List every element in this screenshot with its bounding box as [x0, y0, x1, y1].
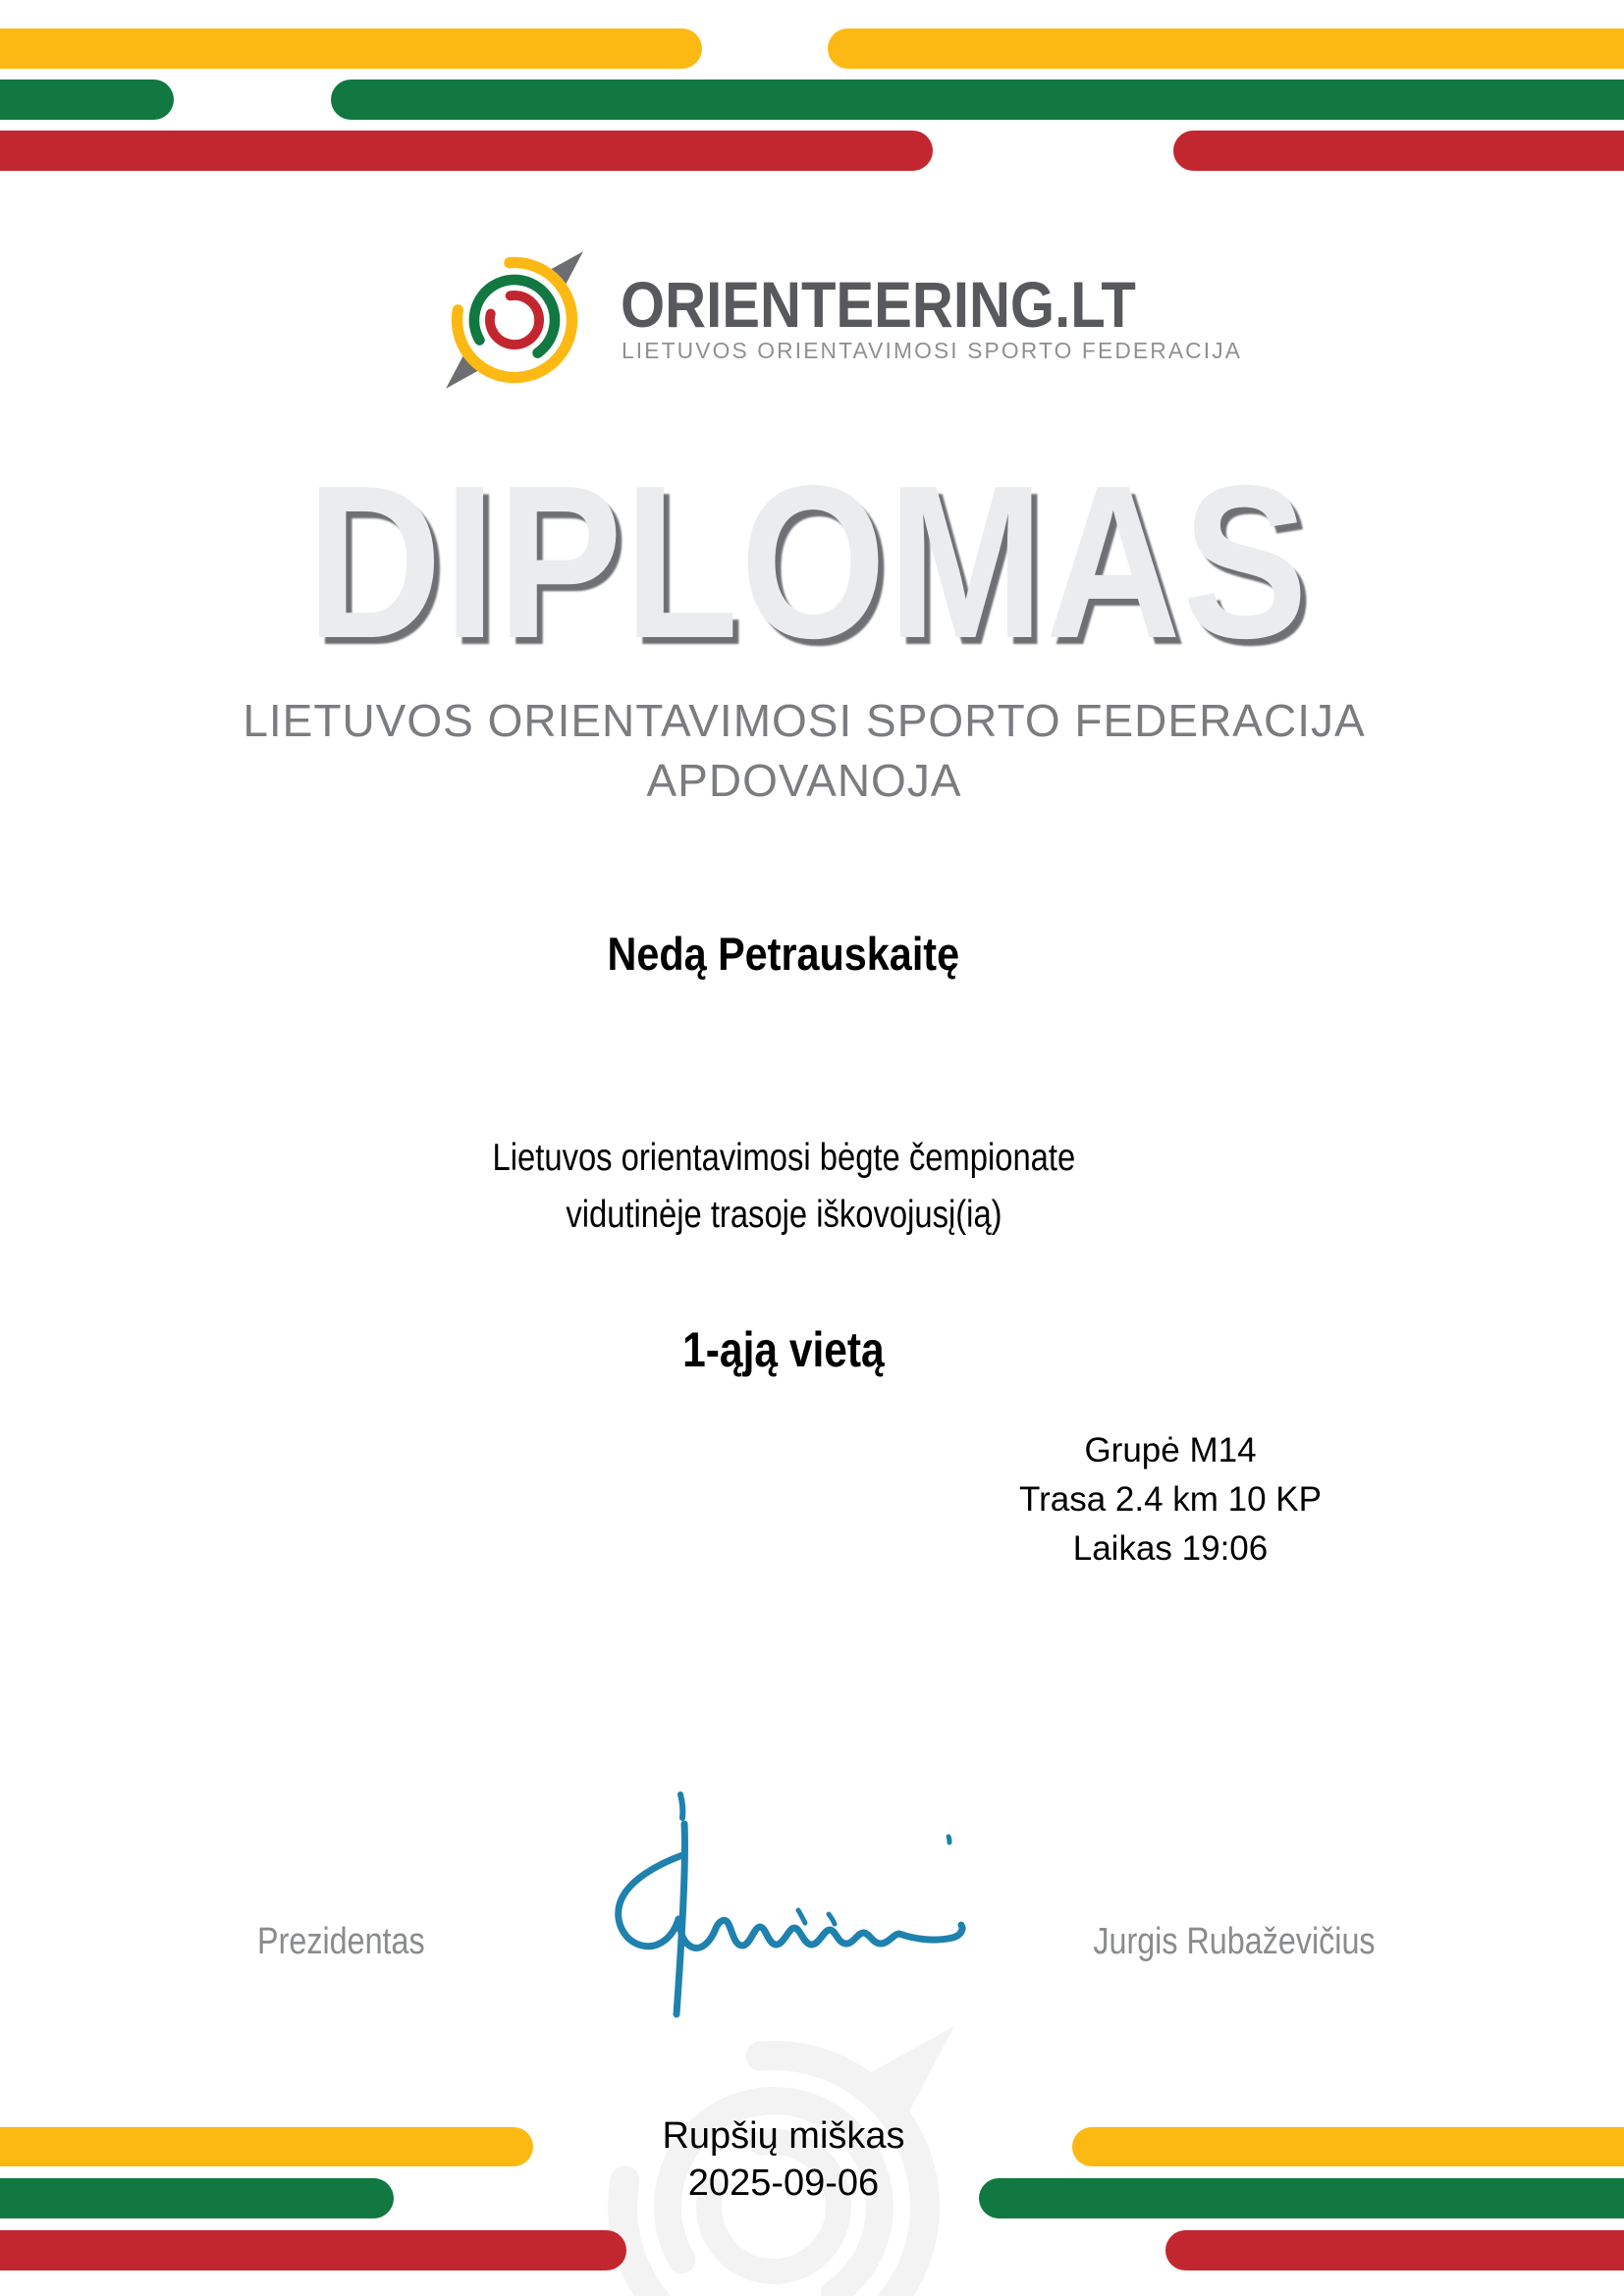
stripe-top-yellow-left: [0, 28, 702, 69]
stripe-top-red-right: [1173, 131, 1624, 171]
stripe-top-green-left: [0, 80, 174, 120]
result-group: Grupė M14: [1084, 1431, 1257, 1469]
stripe-bottom-yellow-left: [0, 2127, 533, 2166]
stripe-bottom-green-left: [0, 2178, 394, 2218]
stripe-top-yellow-right: [828, 28, 1624, 69]
signature-role-label: Prezidentas: [256, 1921, 425, 1962]
signer-name: Jurgis Rubaževičius: [1093, 1921, 1376, 1962]
stripe-top-green-right: [331, 80, 1624, 120]
result-details: [994, 1426, 1347, 1574]
recipient-name: Nedą Petrauskaitę: [607, 928, 960, 980]
achievement-text: [0, 1130, 1567, 1244]
achievement-line1: Lietuvos orientavimosi bėgte čempionate: [492, 1137, 1075, 1179]
stripe-top-red-left: [0, 131, 933, 171]
achievement-line2: vidutinėje trasoje iškovojusį(ią): [565, 1194, 1002, 1236]
event-date: 2025-09-06: [687, 2163, 880, 2204]
brand-name: ORIENTEERING.LT: [621, 268, 1136, 341]
stripe-bottom-red-right: [1165, 2230, 1624, 2270]
organization-subtitle: [0, 691, 1616, 811]
place-title: 1-ąją vietą: [682, 1322, 885, 1377]
stripe-bottom-red-left: [0, 2230, 626, 2270]
stripe-bottom-yellow-right: [1072, 2127, 1624, 2166]
result-course: Trasa 2.4 km 10 KP: [1019, 1480, 1322, 1519]
stripe-bottom-green-right: [979, 2178, 1624, 2218]
event-location: Rupšių miškas: [662, 2115, 905, 2157]
brand-tagline: LIETUVOS ORIENTAVIMOSI SPORTO FEDERACIJA: [622, 338, 1243, 363]
organization-line1: LIETUVOS ORIENTAVIMOSI SPORTO FEDERACIJA: [243, 695, 1366, 746]
organization-line2: APDOVANOJA: [646, 755, 962, 806]
diploma-title: DIPLOMAS: [306, 441, 1310, 684]
result-time: Laikas 19:06: [1072, 1529, 1269, 1568]
compass-rose-icon: [440, 242, 589, 398]
logo-arc-red: [490, 295, 539, 345]
signature-image: [587, 1767, 1000, 2032]
